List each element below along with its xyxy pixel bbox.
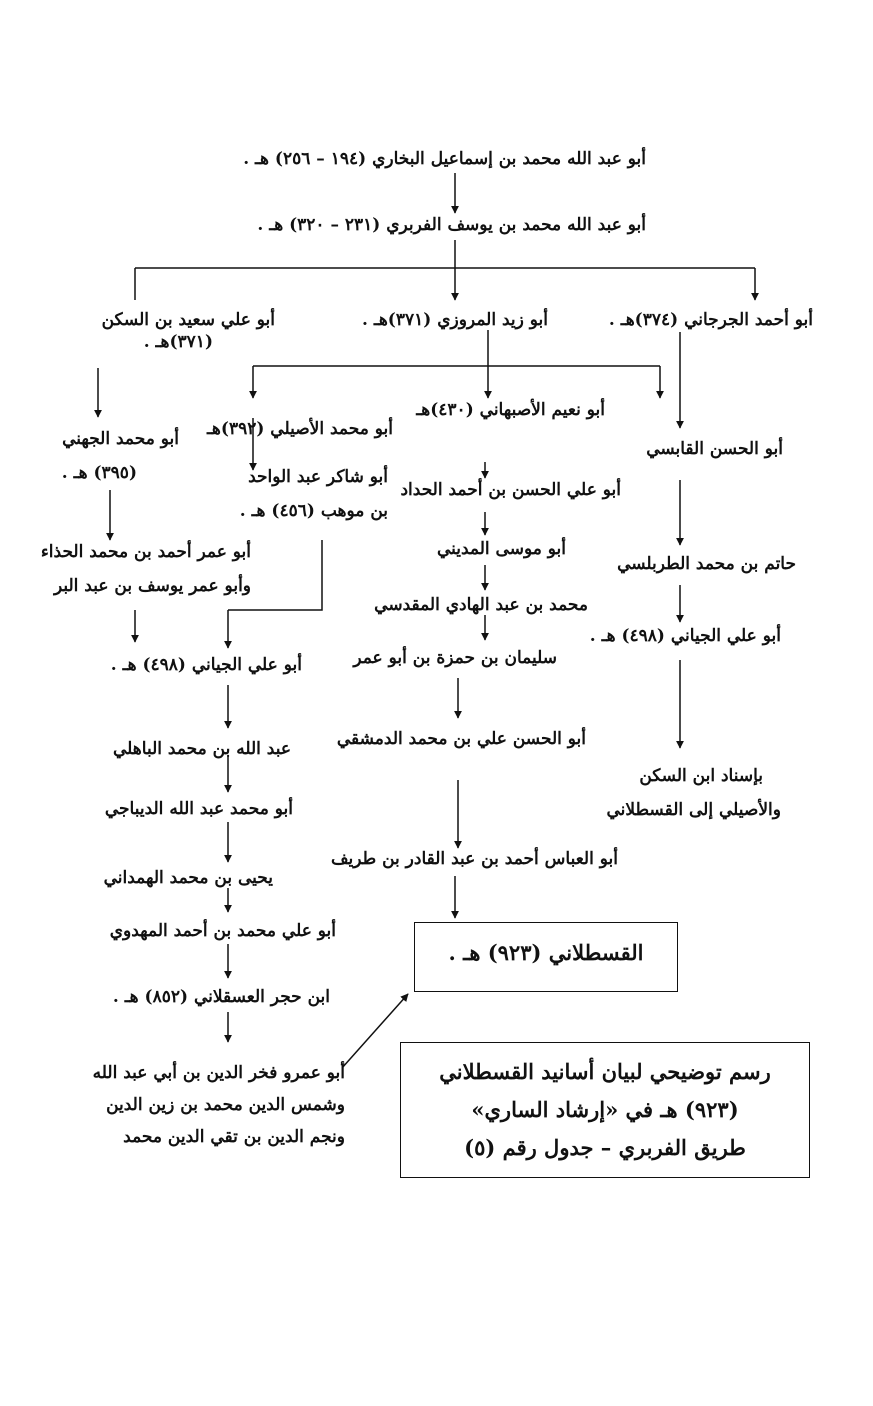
node-ibn-hajar: ابن حجر العسقلاني (٨٥٢) هـ . — [112, 987, 330, 1007]
node-marwazi: أبو زيد المروزي (٣٧١)هـ . — [362, 310, 548, 330]
node-jayyani-left: أبو علي الجياني (٤٩٨) هـ . — [110, 655, 302, 675]
node-qastallani: القسطلاني (٩٢٣) هـ . — [448, 940, 644, 965]
legend-title: رسم توضيحي لبيان أسانيد القسطلاني — [439, 1059, 771, 1084]
node-bukhari: أبو عبد الله محمد بن إسماعيل البخاري (١٩٤ – ٢٥٦) هـ . — [243, 149, 646, 169]
node-juhani-line1: أبو محمد الجهني — [62, 429, 179, 449]
node-isnad-note-line1: بإسناد ابن السكن — [639, 766, 763, 786]
node-juhani — [62, 428, 179, 484]
node-fakhr-line3: ونجم الدين بن تقي الدين محمد — [123, 1127, 345, 1147]
node-tarabulsi: حاتم بن محمد الطربلسي — [617, 554, 796, 574]
node-shakir-line2: بن موهب (٤٥٦) هـ . — [239, 501, 388, 521]
node-asbahani: أبو نعيم الأصبهاني (٤٣٠)هـ — [416, 400, 605, 420]
node-shakir — [240, 466, 388, 522]
arrow-fakhr-qastallani — [342, 994, 408, 1068]
node-maqdisi: محمد بن عبد الهادي المقدسي — [374, 595, 588, 615]
node-ibn-sakan — [102, 309, 275, 353]
node-qabisi: أبو الحسن القابسي — [646, 439, 783, 459]
node-hadhdha-line1: أبو عمر أحمد بن محمد الحذاء — [40, 542, 251, 562]
node-isnad-note-line2: والأصيلي إلى القسطلاني — [606, 800, 781, 820]
node-jayyani-right: أبو علي الجياني (٤٩٨) هـ . — [589, 626, 781, 646]
node-mahdawi: أبو علي محمد بن أحمد المهدوي — [109, 921, 336, 941]
legend-table-number: طريق الفربري – جدول رقم (٥) — [464, 1135, 746, 1160]
node-madini: أبو موسى المديني — [436, 539, 566, 559]
node-dimashqi: أبو الحسن علي بن محمد الدمشقي — [336, 729, 586, 749]
node-hadhdha — [41, 541, 251, 597]
node-fakhr-line2: وشمس الدين محمد بن زين الدين — [106, 1095, 345, 1115]
node-dibaji: أبو محمد عبد الله الديباجي — [104, 799, 293, 819]
node-ibn-tarif: أبو العباس أحمد بن عبد القادر بن طريف — [330, 849, 618, 869]
node-hamadani: يحيى بن محمد الهمداني — [103, 868, 273, 888]
node-haddad: أبو علي الحسن بن أحمد الحداد — [400, 480, 621, 500]
node-firabri: أبو عبد الله محمد بن يوسف الفربري (٢٣١ – ٣٢٠) هـ . — [257, 215, 646, 235]
node-sulayman: سليمان بن حمزة بن أبو عمر — [353, 648, 557, 668]
node-fakhr — [93, 1062, 345, 1148]
node-ibn-sakan-line1: أبو علي سعيد بن السكن — [101, 310, 275, 330]
node-shakir-line1: أبو شاكر عبد الواحد — [248, 467, 388, 487]
node-jurjani: أبو أحمد الجرجاني (٣٧٤)هـ . — [608, 310, 813, 330]
node-juhani-line2: (٣٩٥) هـ . — [61, 463, 137, 483]
node-hadhdha-line2: وأبو عمر يوسف بن عبد البر — [53, 576, 251, 596]
node-fakhr-line1: أبو عمرو فخر الدين بن أبي عبد الله — [92, 1063, 345, 1083]
node-asili: أبو محمد الأصيلي (٣٩٢)هـ — [206, 419, 393, 439]
node-bahili: عبد الله بن محمد الباهلي — [113, 739, 291, 759]
node-qastallani-box — [414, 922, 678, 992]
legend-box — [400, 1042, 810, 1178]
legend-subtitle: (٩٢٣) هـ في «إرشاد الساري» — [471, 1097, 739, 1122]
node-ibn-sakan-line2: (٣٧١)هـ . — [143, 332, 213, 352]
node-isnad-note — [606, 765, 781, 821]
